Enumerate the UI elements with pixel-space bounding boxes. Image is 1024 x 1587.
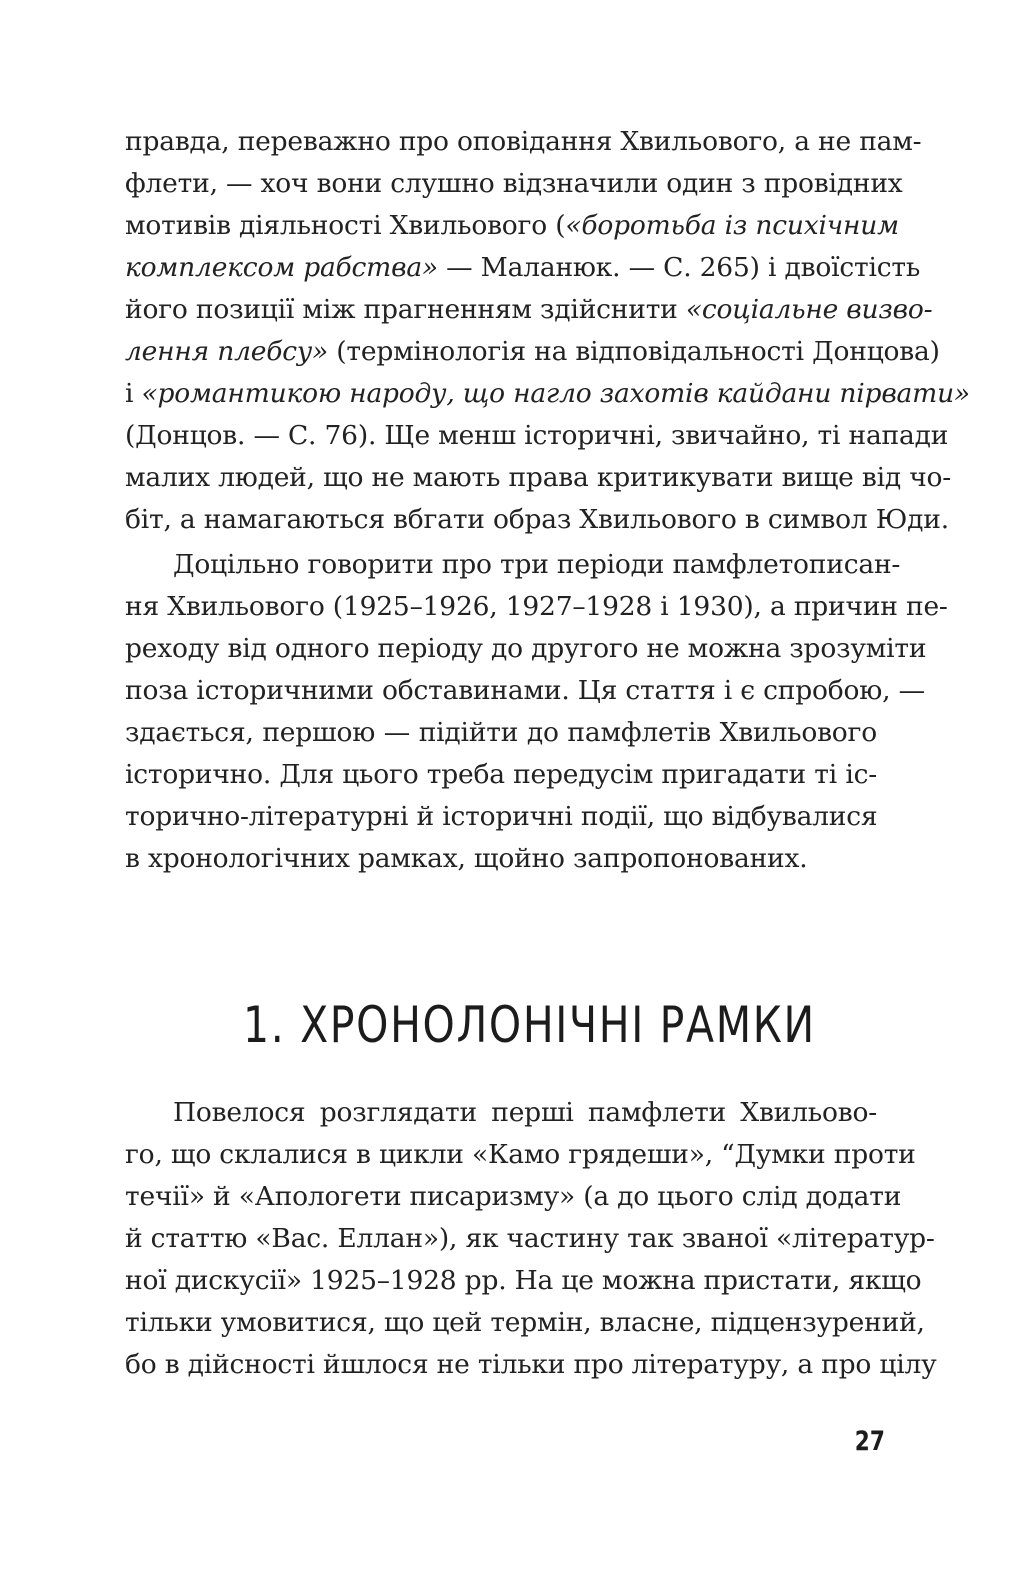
page-number: 27 (854, 1426, 885, 1457)
text-line: го, що склалися в цикли «Камо грядеши», “Думки проти (125, 1139, 916, 1170)
text-line (125, 289, 933, 331)
text-span: (термінологія на відповідальності Донцова) (328, 336, 940, 367)
text-line: реходу від одного періоду до другого не можна зрозуміти (125, 633, 927, 664)
text-line: в хронологічних рамках, щойно запропонованих. (125, 843, 808, 874)
quote-span: «боротьба із психічним (565, 210, 899, 241)
text-span: мотивів діяльності Хвильового ( (125, 210, 566, 241)
text-line: й статтю «Вас. Еллан»), як частину так званої «літератур- (125, 1223, 935, 1254)
text-line: бо в дійсності йшлося не тільки про літературу, а про цілу (125, 1349, 937, 1380)
text-line (125, 373, 970, 415)
quote-span: комплексом рабства» (125, 252, 438, 283)
text-line: (Донцов. — С. 76). Ще менш історичні, звичайно, ті напади (125, 420, 949, 451)
quote-span: лення плебсу» (125, 336, 329, 367)
quote-span: «романтикою народу, що нагло захотів кайдани пірвати» (141, 378, 970, 409)
text-line: Доцільно говорити про три періоди памфлетописан- (173, 549, 901, 580)
text-line (125, 331, 940, 373)
text-line: ня Хвильового (1925–1926, 1927–1928 і 1930), а причин пе- (125, 591, 948, 622)
text-line (125, 247, 921, 289)
text-line: малих людей, що не мають права критикувати вище від чо- (125, 462, 952, 493)
text-line: історично. Для цього треба передусім пригадати ті іс- (125, 759, 877, 790)
text-line: здається, першою — підійти до памфлетів Хвильового (125, 717, 877, 748)
text-span: його позиції між прагненням здійснити (125, 294, 686, 325)
quote-span: «соціальне визво- (685, 294, 933, 325)
section-heading: 1. ХРОНОЛОНІЧНІ РАМКИ (243, 996, 816, 1054)
text-span: і (125, 378, 142, 409)
text-span: — Маланюк. — С. 265) і двоїстість (437, 252, 921, 283)
text-line: флети, — хоч вони слушно відзначили один з провідних (125, 168, 903, 199)
text-line: біт, а намагаються вбгати образ Хвильового в символ Юди. (125, 504, 949, 535)
text-line: поза історичними обставинами. Ця стаття і є спробою, — (125, 675, 925, 706)
text-line: тільки умовитися, що цей термін, власне, підцензурений, (125, 1307, 925, 1338)
text-line: ної дискусії» 1925–1928 рр. На це можна пристати, якщо (125, 1265, 922, 1296)
text-line: течії» й «Апологети писаризму» (а до цього слід додати (125, 1181, 902, 1212)
text-line (125, 205, 899, 247)
text-line: торично-літературні й історичні події, що відбувалися (125, 801, 878, 832)
text-line: Повелося розглядати перші памфлети Хвильово- (173, 1097, 877, 1128)
text-line: правда, переважно про оповідання Хвильового, а не пам- (125, 126, 922, 157)
